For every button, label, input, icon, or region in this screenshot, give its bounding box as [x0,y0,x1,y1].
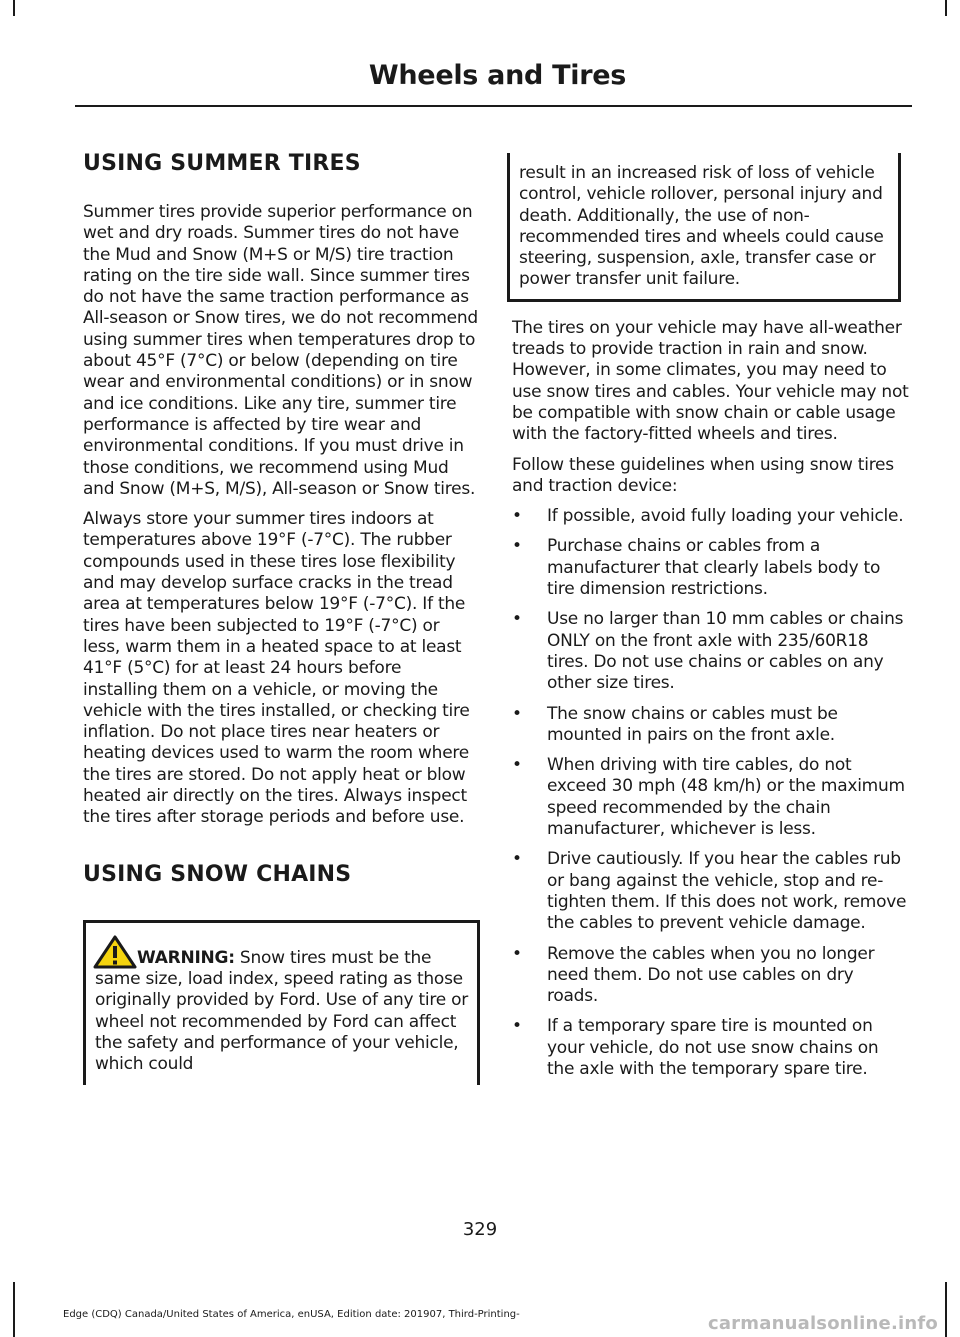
page-title: Wheels and Tires [368,60,626,91]
warning-paragraph [95,935,468,1076]
bullet-marker: • [512,609,522,630]
snow-guidelines-list [512,506,909,1080]
list-item [512,536,909,600]
crop-mark-bottom-left [13,1282,15,1337]
list-item [512,849,909,934]
list-item-text: The snow chains or cables must be mounted in pairs on the front axle. [547,703,838,745]
list-item-text: Use no larger than 10 mm cables or chains ONLY on the front axle with 235/60R18 tires. Do not use chains or cables on any other size tires. [547,609,904,694]
snow-paragraph-2: Follow these guidelines when using snow tires and traction device: [512,454,894,496]
summer-paragraph-2: Always store your summer tires indoors at temperatures above 19°F (-7°C). The rubber compounds used in these tires lose flexibility and may develop surface cracks in the tread area at temperatures below 19°F (-7°C). If the tires have been subjected to 19°F (-7°C) or less, warm them in a heated space to at least 41°F (5°C) for at least 24 hours before installing them on a vehicle, or moving the vehicle with the tires installed, or checking tire inflation. Do not place tires near heaters or heating devices used to warm the room where the tires are stored. Do not apply heat or blow heated air directly on the tires. Always inspect the tires after storage periods and before use. [83,509,470,828]
crop-mark-top-left [13,0,15,16]
warning-text: Snow tires must be the same size, load index, speed rating as those originally provided by Ford. Use of any tire or wheel not recommended by Ford can affect the safety and performance of your vehicle, which could [95,947,468,1075]
list-item-text: Remove the cables when you no longer need them. Do not use cables on dry roads. [547,943,875,1007]
watermark-link[interactable]: carmanualsonline.info [707,1313,938,1334]
section-heading-snow-chains: USING SNOW CHAINS [83,861,352,887]
warning-label: WARNING: [137,947,235,968]
bullet-marker: • [512,703,522,724]
summer-paragraph-1: Summer tires provide superior performance on wet and dry roads. Summer tires do not have the Mud and Snow (M+S or M/S) tire traction rating on the tire side wall. Since summer tires do not have the same traction performance as All-season or Snow tires, we do not recommend using summer tires when temperatures drop to about 45°F (7°C) or below (depending on tire wear and environmental conditions) or in snow and ice conditions. Like any tire, summer tire performance is affected by tire wear and environmental conditions. If you must drive in those conditions, we recommend using Mud and Snow (M+S, M/S), All-season or Snow tires. [83,202,478,499]
bullet-marker: • [512,849,522,870]
list-item [512,704,909,747]
edition-footer: Edge (CDQ) Canada/United States of America, enUSA, Edition date: 201907, Third-Printing- [63,1309,520,1320]
list-item-text: When driving with tire cables, do not exceed 30 mph (48 km/h) or the maximum speed recommended by the chain manufacturer, whichever is less. [547,755,905,840]
warning-triangle-icon [93,935,137,969]
right-column [512,148,909,1089]
snow-paragraph-1: The tires on your vehicle may have all-weather treads to provide traction in rain and snow. However, in some climates, you may need to use snow tires and cables. Your vehicle may not be compatible with snow chain or cable usage with the factory-fitted wheels and tires. [512,317,909,445]
list-item [512,506,909,527]
crop-mark-top-right [945,0,947,16]
page-number: 329 [462,1219,498,1240]
list-item [512,609,909,694]
crop-mark-bottom-right [945,1282,947,1337]
list-item [512,1016,909,1080]
list-item-text: If possible, avoid fully loading your vehicle. [547,506,904,527]
list-item-text: If a temporary spare tire is mounted on your vehicle, do not use snow chains on the axle with the temporary spare tire. [547,1016,879,1079]
bullet-marker: • [512,755,522,776]
bullet-marker: • [512,1016,522,1037]
section-heading-summer-tires: USING SUMMER TIRES [83,151,361,176]
list-item [512,944,909,1008]
list-item-text: Purchase chains or cables from a manufacturer that clearly labels body to tire dimension restrictions. [547,536,881,600]
bullet-marker: • [512,506,522,527]
left-column [83,143,480,1085]
warning-box [83,920,480,1085]
header-divider [75,105,912,107]
warning-box-continued [507,153,901,302]
bullet-marker: • [512,943,522,964]
list-item-text: Drive cautiously. If you hear the cables rub or bang against the vehicle, stop and re-tighten them. If this does not work, remove the cables to prevent vehicle damage. [547,849,907,934]
warning-continued-text: result in an increased risk of loss of vehicle control, vehicle rollover, personal injury and death. Additionally, the use of non-recommended tires and wheels could cause steering, suspension, axle, transfer case or power transfer unit failure. [519,163,884,290]
list-item [512,755,909,840]
bullet-marker: • [512,536,522,557]
